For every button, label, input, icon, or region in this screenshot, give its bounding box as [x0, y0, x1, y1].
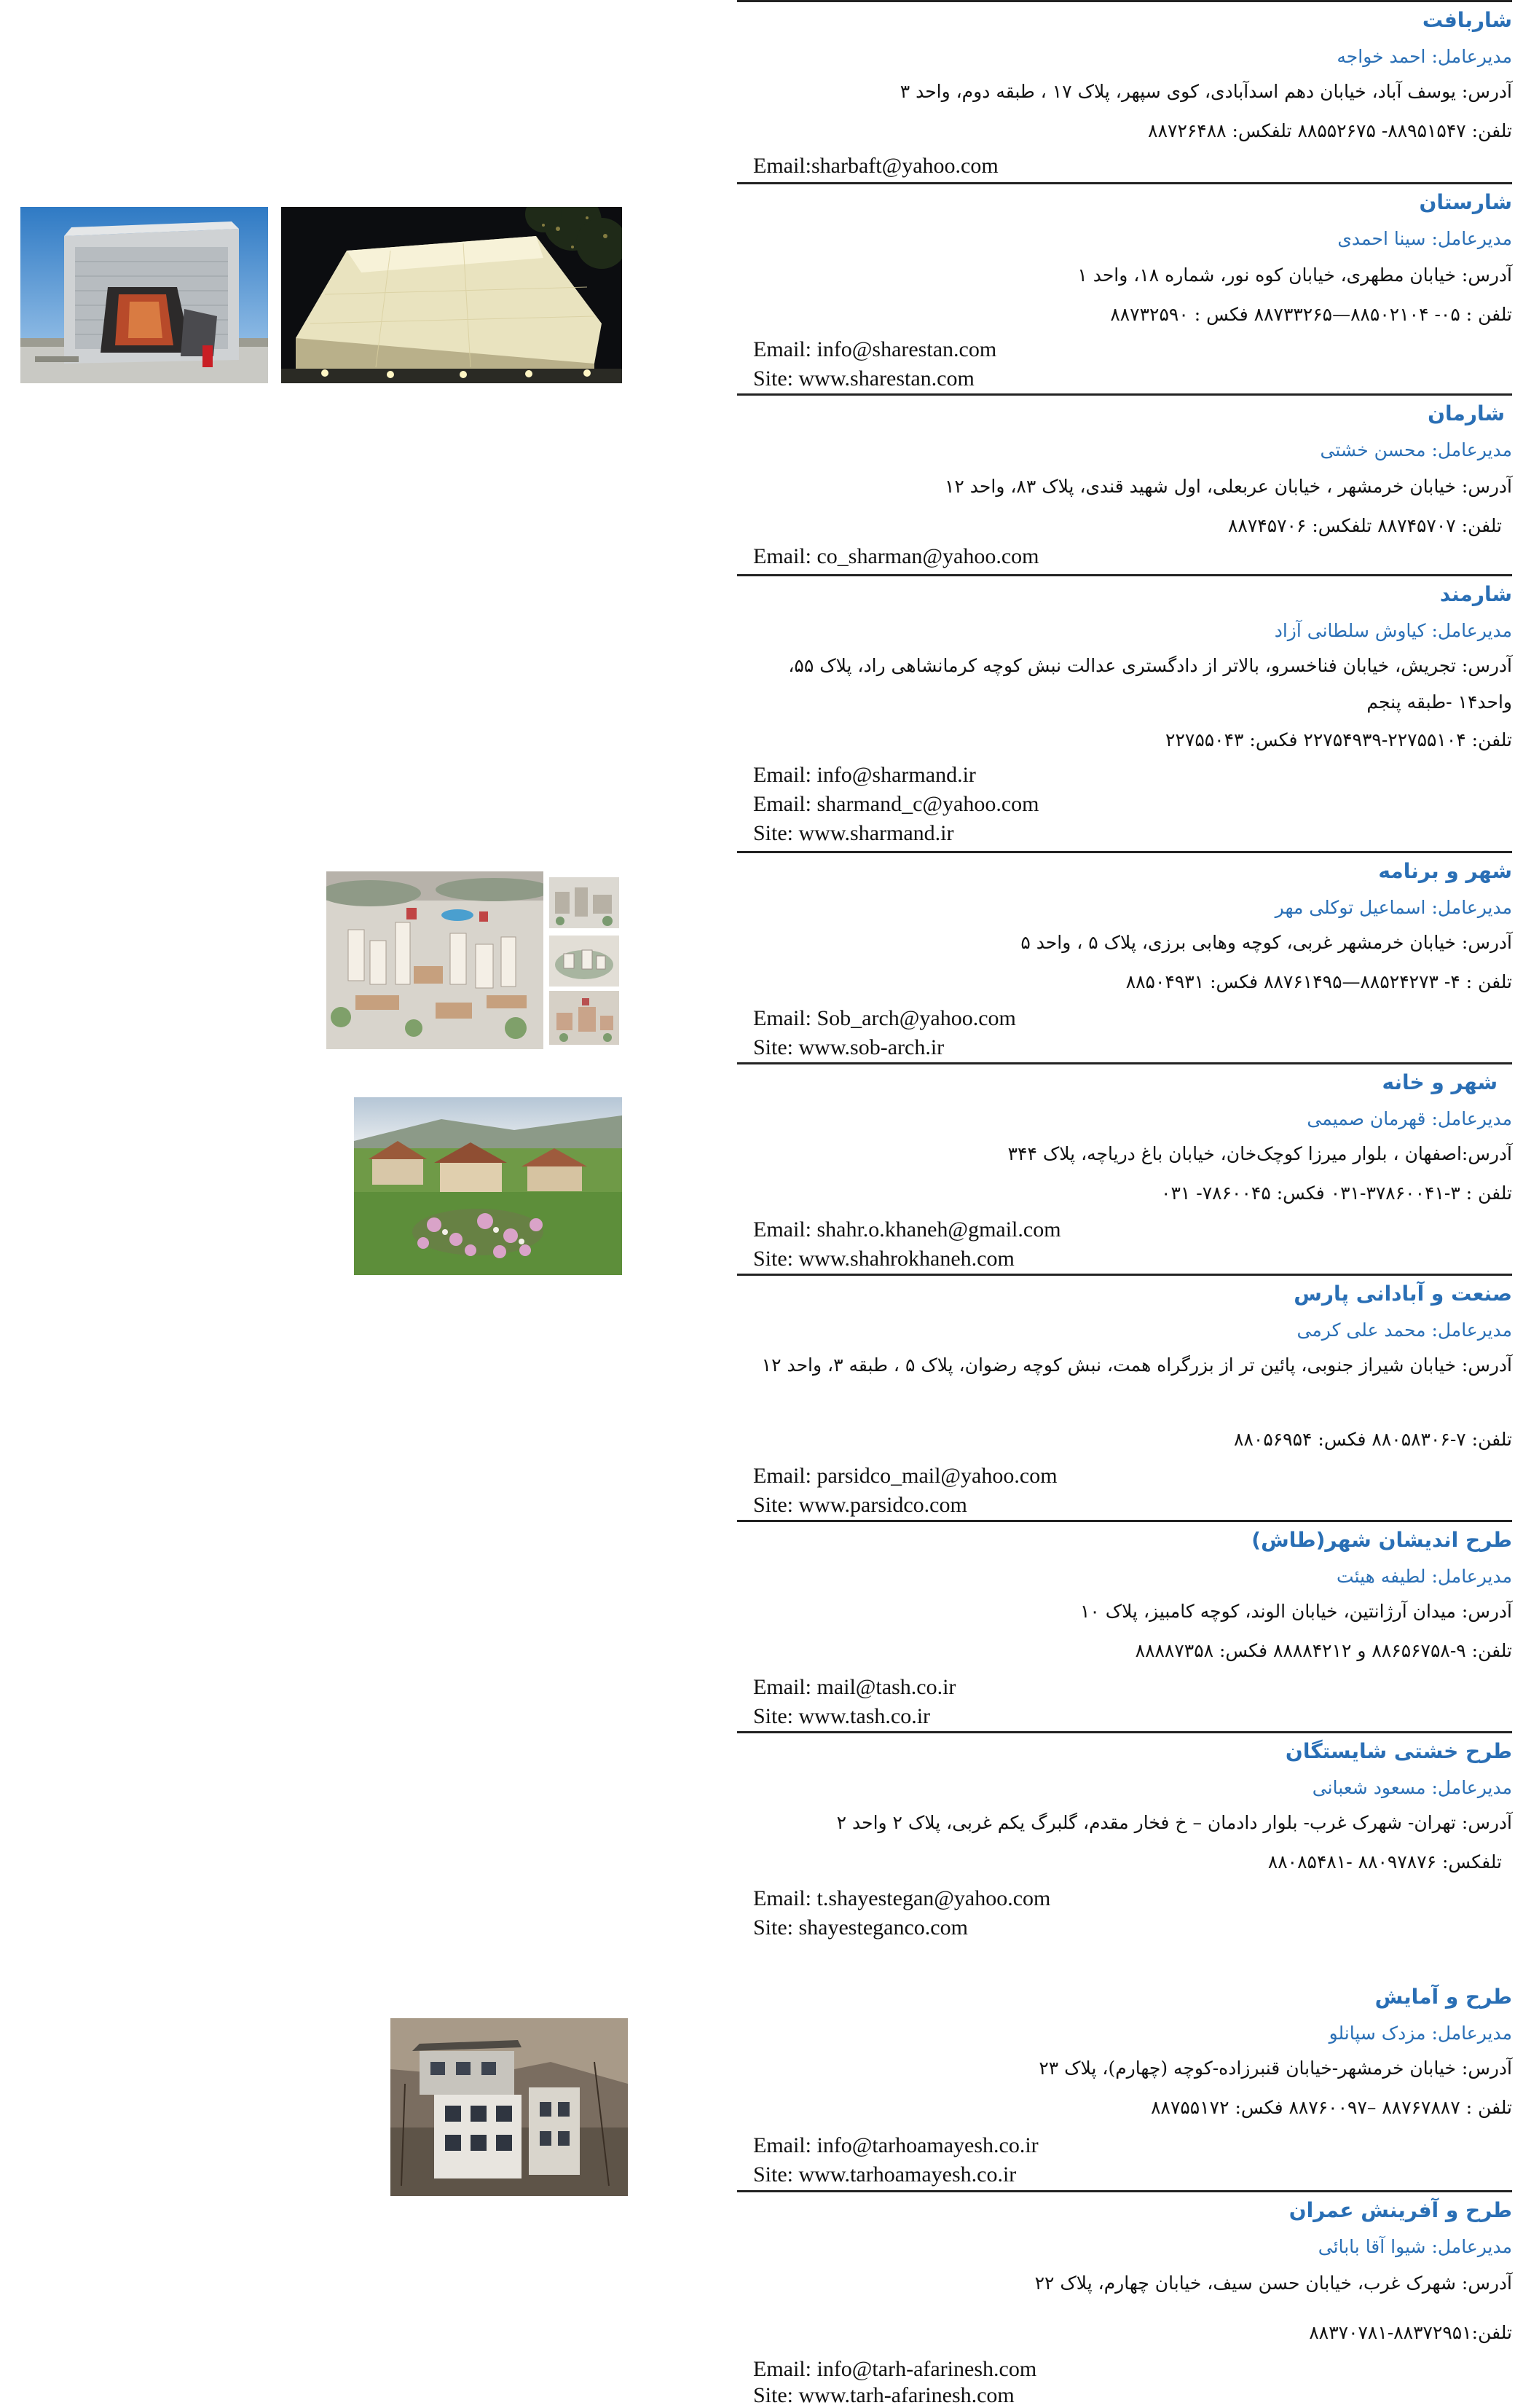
- company-title: صنعت و آبادانی پارس: [1294, 1282, 1512, 1306]
- company-entry: [737, 2190, 1512, 2405]
- company-manager: مدیرعامل: شیوا آقا بابائی: [1318, 2236, 1512, 2257]
- company-email[interactable]: Email: co_sharman@yahoo.com: [753, 544, 1039, 568]
- building-night-photo: [281, 207, 622, 383]
- company-title: شهر و برنامه: [1378, 859, 1512, 883]
- company-site[interactable]: Site: www.parsidco.com: [753, 1493, 967, 1517]
- company-email[interactable]: Email: t.shayestegan@yahoo.com: [753, 1886, 1051, 1910]
- company-site[interactable]: Site: www.tarh-afarinesh.com: [753, 2383, 1015, 2407]
- company-site[interactable]: Site: www.tash.co.ir: [753, 1704, 931, 1728]
- company-address: آدرس: خیابان مطهری، خیابان کوه نور، شماره ۱۸، واحد ۱: [1077, 264, 1512, 286]
- company-manager: مدیرعامل: مزدک سپانلو: [1329, 2023, 1512, 2044]
- company-entry: [737, 1731, 1512, 1981]
- company-site[interactable]: Site: www.sharmand.ir: [753, 821, 954, 845]
- urban-model-thumb-2: [549, 936, 619, 987]
- company-manager: مدیرعامل: محسن خشتی: [1320, 439, 1512, 460]
- company-title: طرح و آفرینش عمران: [1288, 2198, 1512, 2222]
- company-manager: مدیرعامل: مسعود شعبانی: [1312, 1777, 1512, 1798]
- urban-model-thumb-3: [549, 991, 619, 1045]
- company-entry: [737, 574, 1512, 853]
- company-phone: تلفن : ۰۵- ۸۸۵۰۲۱۰۴—۸۸۷۳۳۲۶۵ فکس : ۸۸۷۳۲۵۹۰: [1110, 304, 1512, 325]
- company-entry: [737, 393, 1512, 576]
- company-manager: مدیرعامل: محمد علی کرمی: [1296, 1319, 1512, 1341]
- company-title: شهر و خانه: [1382, 1070, 1498, 1094]
- company-address: آدرس: میدان آرژانتین، خیابان الوند، کوچه کامبیز، پلاک ۱۰: [1079, 1601, 1512, 1622]
- company-manager: مدیرعامل: سینا احمدی: [1337, 228, 1512, 249]
- company-phone: تلفن: ۸۸۹۵۱۵۴۷- ۸۸۵۵۲۶۷۵ تلفکس: ۸۸۷۲۶۴۸۸: [1148, 120, 1512, 141]
- company-entry: [737, 1274, 1512, 1522]
- company-site[interactable]: Site: shayesteganco.com: [753, 1915, 968, 1940]
- company-manager: مدیرعامل: اسماعیل توکلی مهر: [1275, 897, 1512, 918]
- company-email-2[interactable]: Email: sharmand_c@yahoo.com: [753, 792, 1039, 816]
- urban-model-photo: [326, 871, 543, 1049]
- company-phone: تلفن : ۳-۳۷۸۶۰۰۴۱-۰۳۱ فکس: ۷۸۶۰۰۴۵- ۰۳۱: [1161, 1183, 1512, 1204]
- company-title: شارمان: [1428, 401, 1505, 425]
- company-phone: تلفن: ۸۸۷۴۵۷۰۷ تلفکس: ۸۸۷۴۵۷۰۶: [1227, 515, 1502, 536]
- company-entry: [737, 1062, 1512, 1276]
- company-entry: [737, 1979, 1512, 2190]
- company-address: آدرس:اصفهان ، بلوار میرزا کوچک‌خان، خیابان باغ دریاچه، پلاک ۳۴۴: [1007, 1143, 1512, 1164]
- company-address: آدرس: خیابان خرمشهر ، خیابان عربعلی، اول شهید قندی، پلاک ۸۳، واحد ۱۲: [944, 476, 1512, 497]
- company-address: آدرس: خیابان خرمشهر-خیابان قنبرزاده-کوچه (چهارم)، پلاک ۲۳: [1039, 2058, 1512, 2079]
- company-address: آدرس: شهرک غرب، خیابان حسن سیف، خیابان چهارم، پلاک ۲۲: [1034, 2272, 1512, 2294]
- villas-landscape-photo: [354, 1097, 622, 1275]
- company-email[interactable]: Email: info@tarhoamayesh.co.ir: [753, 2133, 1039, 2157]
- company-email[interactable]: Email:sharbaft@yahoo.com: [753, 154, 999, 178]
- company-entry: [737, 1520, 1512, 1733]
- company-entry: [737, 851, 1512, 1064]
- company-site[interactable]: Site: www.sob-arch.ir: [753, 1035, 945, 1059]
- company-address: آدرس: خیابان شیراز جنوبی، پائین تر از بزرگراه همت، نبش کوچه رضوان، پلاک ۵ ، طبقه ۳، واحد ۱۲: [761, 1354, 1512, 1376]
- company-title: طرح اندیشان شهر(طاش): [1251, 1528, 1512, 1552]
- company-phone: تلفن: ۲۲۷۵۵۱۰۴-۲۲۷۵۴۹۳۹ فکس: ۲۲۷۵۵۰۴۳: [1165, 729, 1512, 750]
- building-rendering-photo: [20, 207, 268, 383]
- company-email[interactable]: Email: mail@tash.co.ir: [753, 1675, 956, 1699]
- company-title: شارمند: [1439, 582, 1512, 606]
- company-manager: مدیرعامل: قهرمان صمیمی: [1307, 1108, 1512, 1129]
- company-site[interactable]: Site: www.shahrokhaneh.com: [753, 1247, 1015, 1271]
- company-address: آدرس: تجریش، خیابان فناخسرو، بالاتر از دادگستری عدالت نبش کوچه کرمانشاهی راد، پلاک ۵۵، واحد۱۴ -طبقه پنجم: [788, 655, 1512, 713]
- company-phone: تلفن: ۹-۸۸۶۵۶۷۵۸ و ۸۸۸۸۴۲۱۲ فکس: ۸۸۸۸۷۳۵۸: [1135, 1640, 1512, 1661]
- company-title: شاربافت: [1422, 8, 1512, 32]
- company-address: آدرس: تهران- شهرک غرب- بلوار دادمان – خ فخار مقدم، گلبرگ یکم غربی، پلاک ۲ واحد ۲: [836, 1812, 1512, 1833]
- company-entry: [737, 182, 1512, 396]
- hillside-houses-photo: [390, 2018, 628, 2196]
- company-site[interactable]: Site: www.sharestan.com: [753, 366, 975, 391]
- company-phone: تلفن : ۴- ۸۸۵۲۴۲۷۳—۸۸۷۶۱۴۹۵ فکس: ۸۸۵۰۴۹۳۱: [1125, 971, 1512, 992]
- company-title: طرح خشتی شایستگان: [1285, 1739, 1512, 1763]
- company-address: آدرس: خیابان خرمشهر غربی، کوچه وهابی برزی، پلاک ۵ ، واحد ۵: [1020, 932, 1512, 953]
- company-phone: تلفکس: ۸۸۰۹۷۸۷۶ -۸۸۰۸۵۴۸۱: [1267, 1851, 1502, 1872]
- company-email[interactable]: Email: info@tarh-afarinesh.com: [753, 2357, 1037, 2381]
- company-manager: مدیرعامل: لطیفه هیئت: [1337, 1566, 1512, 1587]
- company-entry: [737, 0, 1512, 184]
- company-email[interactable]: Email: shahr.o.khaneh@gmail.com: [753, 1217, 1061, 1242]
- company-email[interactable]: Email: Sob_arch@yahoo.com: [753, 1006, 1016, 1030]
- company-manager: مدیرعامل: کیاوش سلطانی آزاد: [1274, 620, 1512, 641]
- company-title: طرح و آمایش: [1374, 1985, 1512, 2009]
- urban-model-thumb-1: [549, 877, 619, 928]
- company-title: شارستان: [1419, 190, 1512, 214]
- company-email[interactable]: Email: info@sharestan.com: [753, 337, 997, 361]
- company-email[interactable]: Email: parsidco_mail@yahoo.com: [753, 1464, 1058, 1488]
- company-phone: تلفن:۸۸۳۷۲۹۵۱-۸۸۳۷۰۷۸۱: [1309, 2322, 1512, 2343]
- company-phone: تلفن: ۷-۸۸۰۵۸۳۰۶ فکس: ۸۸۰۵۶۹۵۴: [1234, 1429, 1512, 1450]
- company-site[interactable]: Site: www.tarhoamayesh.co.ir: [753, 2162, 1017, 2187]
- company-phone: تلفن : ۸۸۷۶۷۸۸۷ –۸۸۷۶۰۰۹۷ فکس: ۸۸۷۵۵۱۷۲: [1151, 2097, 1512, 2118]
- company-address: آدرس: یوسف آباد، خیابان دهم اسدآبادی، کوی سپهر، پلاک ۱۷ ، طبقه دوم، واحد ۳: [900, 81, 1512, 102]
- company-email[interactable]: Email: info@sharmand.ir: [753, 763, 976, 787]
- company-manager: مدیرعامل: احمد خواجه: [1337, 46, 1512, 67]
